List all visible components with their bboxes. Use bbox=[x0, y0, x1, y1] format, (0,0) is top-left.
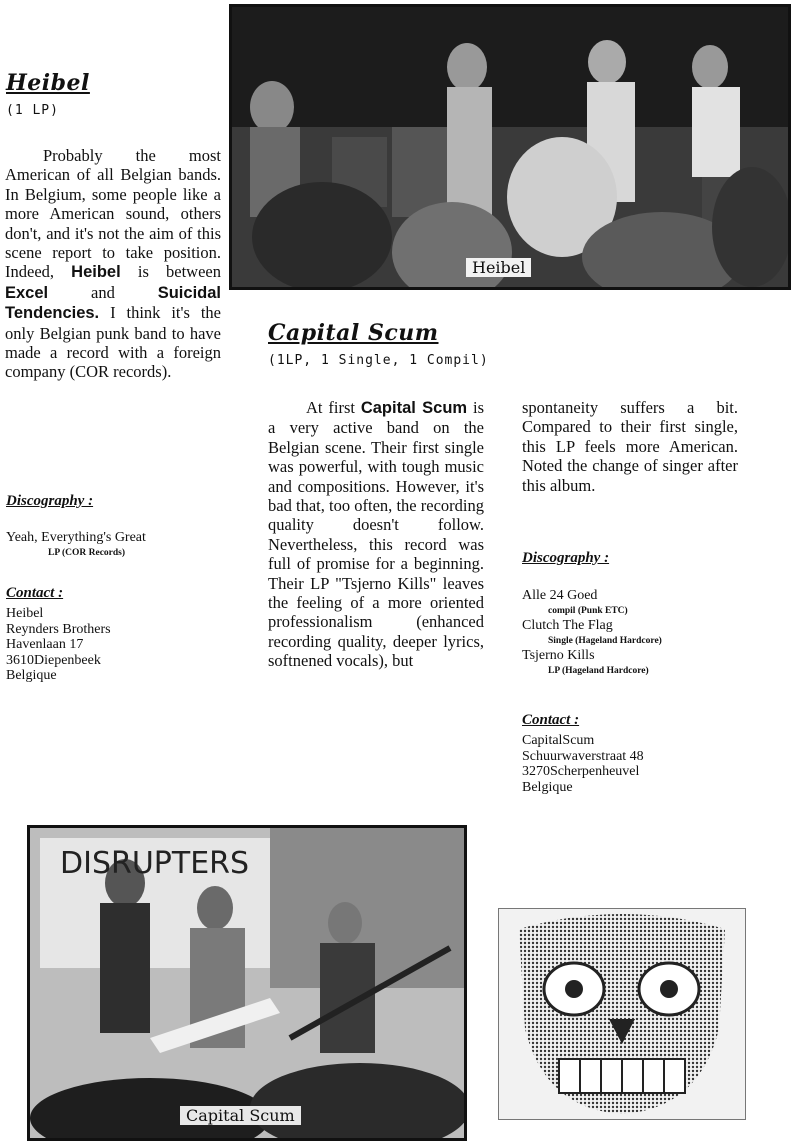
capital-scum-photo bbox=[27, 825, 467, 1141]
heibel-contact-heading: Contact : bbox=[6, 585, 64, 601]
capital-scum-paragraph-2: spontaneity suffers a bit. Compared to their first single, this LP feels more American. Noted the change of singer after this album. bbox=[522, 398, 738, 495]
capital-scum-subtitle: (1LP, 1 Single, 1 Compil) bbox=[268, 353, 489, 368]
heibel-discography-list bbox=[6, 530, 226, 560]
skull-illustration bbox=[498, 908, 746, 1120]
capital-scum-contact-block: CapitalScum Schuurwaverstraat 48 3270Scherpenheuvel Belgique bbox=[522, 733, 644, 795]
heibel-discography-heading: Discography : bbox=[6, 493, 94, 509]
skull-icon bbox=[499, 909, 745, 1119]
heibel-photo-caption: Heibel bbox=[466, 258, 531, 277]
discography-item: Alle 24 Goed compil (Punk ETC) bbox=[522, 588, 628, 616]
capital-scum-discography-list bbox=[522, 588, 752, 678]
capital-scum-contact-heading: Contact : bbox=[522, 712, 580, 728]
discography-item: Tsjerno Kills LP (Hageland Hardcore) bbox=[522, 648, 649, 676]
heibel-subtitle: (1 LP) bbox=[6, 103, 59, 118]
disrupters-banner-text: DISRUPTERS bbox=[60, 846, 250, 881]
heibel-paragraph: Probably the most American of all Belgian bands. In Belgium, some people like a more American sound, others don't, and it's not the aim of this scene report to take position. Indeed, Heibel is between Excel and Suicidal Tendencies. I think it's the only Belgian punk band to have made a record with a foreign company (COR records). bbox=[5, 146, 221, 382]
capital-scum-discography-heading: Discography : bbox=[522, 550, 610, 566]
discography-item: Clutch The Flag Single (Hageland Hardcore) bbox=[522, 618, 662, 646]
heibel-title: Heibel bbox=[6, 70, 90, 96]
capital-scum-paragraph-1: At first Capital Scum is a very active band on the Belgian scene. Their first single was powerful, with tough music and compositions. However, it's bad that, too often, the recording quality doesn't follow. Nevertheless, this record was full of promise for a beginning. Their LP "Tsjerno Kills" leaves the feeling of a more oriented professionalism (enhanced recording quality, deeper lyrics, softnened vocals), but bbox=[268, 398, 484, 671]
heibel-band-image bbox=[232, 7, 788, 287]
capital-scum-photo-caption: Capital Scum bbox=[180, 1106, 301, 1125]
heibel-contact-block: Heibel Reynders Brothers Havenlaan 17 3610Diepenbeek Belgique bbox=[6, 606, 111, 683]
capital-scum-band-image bbox=[30, 828, 464, 1138]
discography-item: Yeah, Everything's Great LP (COR Records) bbox=[6, 530, 146, 558]
heibel-photo bbox=[229, 4, 791, 290]
capital-scum-title: Capital Scum bbox=[268, 320, 439, 346]
